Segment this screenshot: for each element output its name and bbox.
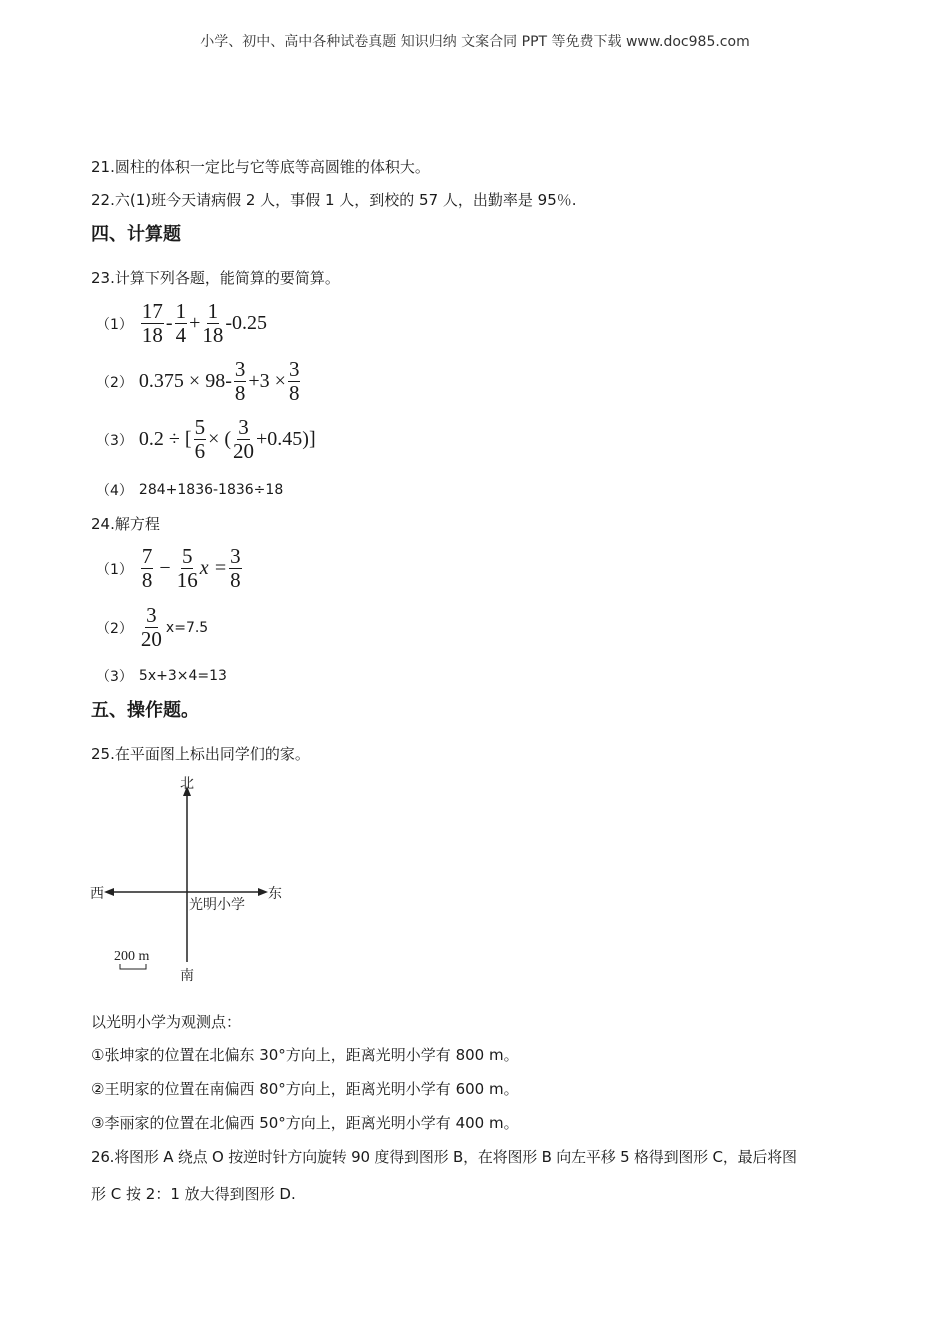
section-title-calculation: 四、计算题 bbox=[91, 224, 181, 245]
expression: 5x+3×4=13 bbox=[138, 668, 227, 684]
east-label: 东 bbox=[268, 886, 282, 902]
fraction: $\frac{3}{20}$ bbox=[140, 603, 162, 651]
question-23: 23.计算下列各题，能简算的要简算。 bbox=[91, 269, 340, 287]
question-24: 24.解方程 bbox=[91, 515, 160, 533]
west-label: 西 bbox=[90, 886, 104, 902]
section-title-operation: 五、操作题。 bbox=[91, 700, 199, 721]
q24-item-1: （1） $\frac{7}{8}$ − $\frac{5}{16}$ x = $\frac{3}{8}$ bbox=[96, 544, 241, 592]
q24-item-3 bbox=[96, 666, 227, 686]
fraction: $\frac{1}{4}$ bbox=[175, 299, 187, 347]
center-label: 光明小学 bbox=[189, 897, 245, 913]
item-label: （2） bbox=[96, 374, 133, 391]
scale-label: 200 m bbox=[114, 949, 150, 964]
east-arrow-icon bbox=[258, 888, 268, 896]
q24-item-2 bbox=[96, 605, 208, 650]
item-label: （2） bbox=[96, 620, 133, 637]
west-arrow-icon bbox=[104, 888, 114, 896]
compass-diagram bbox=[88, 772, 298, 990]
fraction: $\frac{1}{18}$ bbox=[202, 299, 224, 347]
item-label: （4） bbox=[96, 483, 133, 499]
fraction: $\frac{17}{18}$ bbox=[141, 299, 163, 347]
question-22: 22.六(1)班今天请病假 2 人，事假 1 人，到校的 57 人，出勤率是 95％. bbox=[91, 191, 577, 209]
expression: x=7.5 bbox=[165, 619, 209, 636]
scale-bar bbox=[120, 964, 146, 969]
item-label: （3） bbox=[96, 669, 133, 685]
question-26-line-2: 形 C 按 2：1 放大得到图形 D. bbox=[91, 1185, 296, 1203]
home-item-3: ③李丽家的位置在北偏西 50°方向上，距离光明小学有 400 m。 bbox=[91, 1114, 519, 1132]
fraction: $\frac{3}{20}$ bbox=[233, 415, 255, 463]
fraction: $\frac{3}{8}$ bbox=[288, 357, 300, 405]
fraction: $\frac{7}{8}$ bbox=[141, 544, 153, 592]
q23-item-2: （2） 0.375 × 98- $\frac{3}{8}$ +3 × $\frac{3}{8}$ bbox=[96, 357, 300, 405]
question-21: 21.圆柱的体积一定比与它等底等高圆锥的体积大。 bbox=[91, 158, 430, 176]
question-26-line-1: 26.将图形 A 绕点 O 按逆时针方向旋转 90 度得到图形 B，在将图形 B 向左平移 5 格得到图形 C，最后将图 bbox=[91, 1148, 797, 1166]
page-header: 小学、初中、高中各种试卷真题 知识归纳 文案合同 PPT 等免费下载 www.doc985.com bbox=[200, 34, 750, 50]
fraction: $\frac{5}{16}$ bbox=[176, 544, 198, 592]
q23-item-3: （3） 0.2 ÷ [ $\frac{5}{6}$ × ( $\frac{3}{20}$ +0.45)] bbox=[96, 415, 316, 463]
home-item-2: ②王明家的位置在南偏西 80°方向上，距离光明小学有 600 m。 bbox=[91, 1080, 519, 1098]
q23-item-1: （1） $\frac{17}{18}$ - $\frac{1}{4}$ + $\frac{1}{18}$ -0.25 bbox=[96, 299, 268, 347]
fraction: $\frac{5}{6}$ bbox=[194, 415, 206, 463]
south-label: 南 bbox=[180, 968, 194, 984]
home-item-1: ①张坤家的位置在北偏东 30°方向上，距离光明小学有 800 m。 bbox=[91, 1046, 519, 1064]
q23-item-4 bbox=[96, 480, 283, 500]
fraction: $\frac{3}{8}$ bbox=[230, 544, 241, 592]
expression: 284+1836-1836÷18 bbox=[138, 482, 284, 498]
observation-point: 以光明小学为观测点： bbox=[91, 1013, 242, 1031]
item-label: （1） bbox=[96, 316, 133, 333]
north-label: 北 bbox=[180, 776, 194, 792]
item-label: （1） bbox=[96, 561, 133, 578]
item-label: （3） bbox=[96, 432, 133, 449]
fraction: $\frac{3}{8}$ bbox=[234, 357, 246, 405]
question-25: 25.在平面图上标出同学们的家。 bbox=[91, 745, 310, 763]
